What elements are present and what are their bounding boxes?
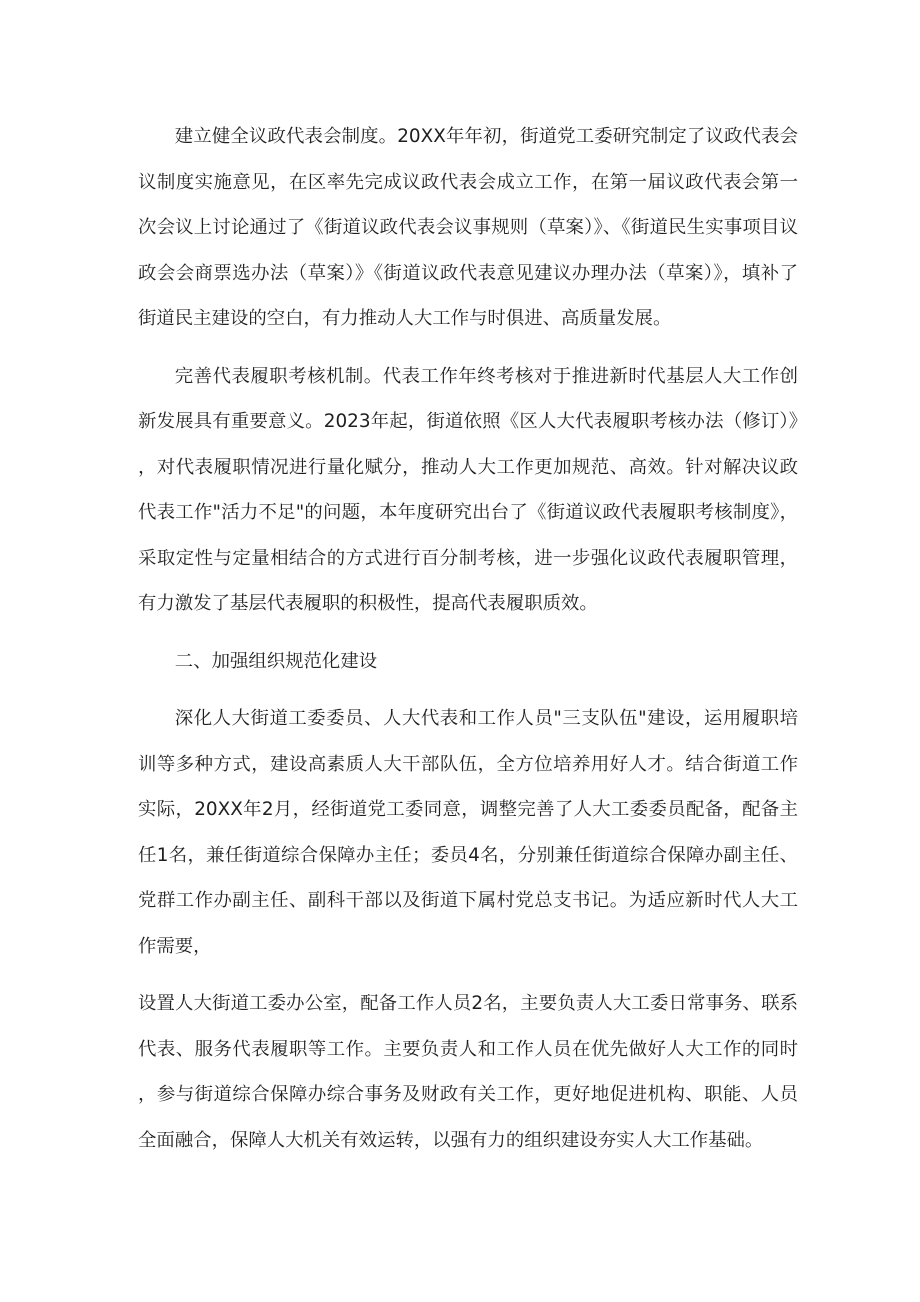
paragraph-gap [138, 627, 798, 639]
paragraph-team-building: 深化人大街道工委委员、人大代表和工作人员"三支队伍"建设，运用履职培训等多种方式，建设高素质人大干部队伍，全方位培养用好人才。结合街道工作实际，20XX年2月，经街道党工委同意，调整完善了人大工委委员配备，配备主任1名，兼任街道综合保障办主任；委员4名，分别兼任街道综合保障办副主任、党群工作办副主任、副科干部以及街道下属村党总支书记。为适应新时代人大工作需要， [138, 708, 798, 957]
paragraph-gap [138, 969, 798, 981]
paragraph-council-system: 建立健全议政代表会制度。20XX年年初，街道党工委研究制定了议政代表会议制度实施意见，在区率先完成议政代表会成立工作，在第一届议政代表会第一次会议上讨论通过了《街道议政代表会议事规则（草案）》、《街道民生实事项目议政会会商票选办法（草案）》《街道议政代表意见建议办理办法（草案）》，填补了街道民主建设的空白，有力推动人大工作与时俱进、高质量发展。 [138, 126, 798, 329]
paragraph-assessment-mechanism: 完善代表履职考核机制。代表工作年终考核对于推进新时代基层人大工作创新发展具有重要意义。2023年起，街道依照《区人大代表履职考核办法（修订）》，对代表履职情况进行量化赋分，推动人大工作更加规范、高效。针对解决议政代表工作"活力不足"的问题，本年度研究出台了《街道议政代表履职考核制度》，采取定性与定量相结合的方式进行百分制考核，进一步强化议政代表履职管理，有力激发了基层代表履职的积极性，提高代表履职质效。 [138, 365, 798, 614]
paragraph-office-setup: 设置人大街道工委办公室，配备工作人员2名，主要负责人大工委日常事务、联系代表、服务代表履职等工作。主要负责人和工作人员在优先做好人大工作的同时，参与街道综合保障办综合事务及财政有关工作，更好地促进机构、职能、人员全面融合，保障人大机关有效运转，以强有力的组织建设夯实人大工作基础。 [138, 993, 798, 1151]
section-heading: 二、加强组织规范化建设 [174, 650, 378, 672]
paragraph-gap [138, 342, 798, 354]
document-body [138, 114, 798, 1163]
paragraph-gap [138, 684, 798, 696]
